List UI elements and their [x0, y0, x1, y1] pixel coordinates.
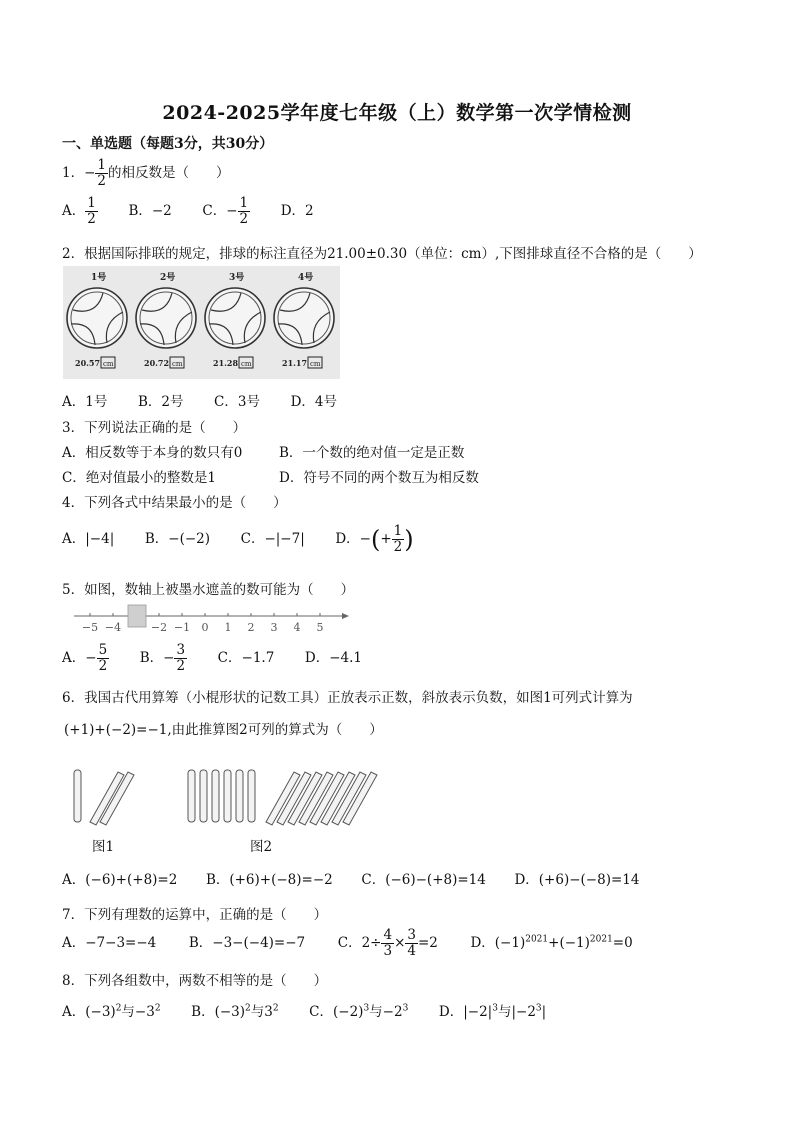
number-line-label: 1	[224, 621, 232, 634]
q8-b-e2: 2	[272, 1003, 279, 1014]
q5-b-num: 3	[176, 642, 186, 658]
question-1	[62, 158, 230, 189]
q2-option-a: A．1号	[62, 394, 108, 410]
number-line-label: 3	[270, 621, 278, 634]
page-title: 2024-2025学年度七年级（上）数学第一次学情检测	[162, 102, 632, 124]
volleyball-size: 21.28	[213, 358, 239, 368]
volleyball-size: 20.57	[75, 358, 101, 368]
q1-stem: 的相反数是（ ）	[108, 164, 230, 181]
question-6: 6．我国古代用算筹（小棍形状的记数工具）正放表示正数，斜放表示负数，如图1可列式计算为	[62, 690, 633, 706]
q8-option-b: B．(−3)	[191, 1004, 246, 1020]
q5-b-den: 2	[176, 657, 186, 674]
q7-c-d1: 3	[383, 942, 393, 959]
q1-num: 1	[97, 157, 106, 173]
volleyball-size: 21.17	[282, 358, 308, 368]
volleyball-number: 1号	[91, 273, 107, 283]
q1-option-d: D．2	[280, 202, 314, 219]
figure-2-caption: 图2	[250, 839, 273, 855]
q8-c-e2: 3	[402, 1003, 409, 1014]
q7-option-c: C．2÷	[337, 934, 382, 951]
q1-minus: −	[84, 164, 96, 181]
ink-blot	[128, 605, 146, 627]
q8-c-p2: 与−2	[369, 1004, 403, 1020]
q7-d-exp2: 2021	[589, 934, 613, 945]
q7-d-mid: +(−1)	[548, 934, 590, 951]
q7-d-exp1: 2021	[525, 934, 549, 945]
q3-option-a: A．相反数等于本身的数只有0	[62, 445, 243, 461]
q7-option-d: D．(−1)	[470, 934, 526, 951]
q4-option-b: B．−(−2)	[144, 530, 211, 547]
q7-c-n1: 4	[383, 927, 393, 943]
q5-a-num: 5	[98, 642, 108, 658]
q7-option-b: B．−3−(−4)=−7	[188, 934, 306, 951]
q7-options	[62, 928, 633, 959]
q8-options	[62, 1000, 546, 1020]
q8-d-p2: 与|−2	[497, 1004, 536, 1020]
upright-rod	[74, 770, 81, 822]
q8-d-p3: |	[541, 1004, 547, 1020]
q1-a-den: 2	[87, 210, 96, 227]
q4-d-den: 2	[393, 538, 403, 555]
q4-options	[62, 524, 414, 555]
volleyball-unit: cm	[310, 360, 321, 368]
volleyball-unit: cm	[241, 360, 252, 368]
q5-a-den: 2	[98, 657, 108, 674]
q4-d-fraction	[392, 524, 405, 555]
volleyball-1	[67, 271, 127, 368]
number-line-label: 5	[316, 621, 324, 634]
q4-plus: +	[380, 530, 392, 547]
upright-rod	[248, 770, 255, 822]
question-3: 3．下列说法正确的是（ ）	[62, 420, 247, 436]
q5-option-b: B．−	[139, 649, 175, 666]
number-line-label: −4	[104, 621, 122, 634]
q2-option-d: D．4号	[290, 394, 337, 410]
q7-c-fraction-1	[381, 928, 394, 959]
q8-a-e1: 2	[115, 1003, 122, 1014]
q1-c-den: 2	[239, 210, 249, 227]
q8-option-c: C．(−2)	[309, 1004, 364, 1020]
q1-fraction	[95, 158, 108, 189]
volleyball-figure	[63, 266, 340, 379]
q3-option-d: D．符号不同的两个数互为相反数	[279, 470, 479, 486]
q1-a-fraction	[85, 196, 98, 227]
volleyball-number: 4号	[298, 273, 314, 283]
q1-den: 2	[97, 172, 106, 189]
number-line-label: 0	[201, 621, 209, 634]
q7-c-times: ×	[394, 934, 406, 951]
q6-option-b: B．(+6)+(−8)=−2	[205, 872, 333, 888]
upright-rod	[200, 770, 207, 822]
q7-d-end: =0	[612, 934, 633, 951]
q7-c-end: =2	[417, 934, 438, 951]
figure-1-caption: 图1	[92, 839, 115, 855]
q8-d-e1: 3	[492, 1003, 498, 1014]
q2-options	[62, 390, 337, 410]
q2-option-b: B．2号	[137, 394, 184, 410]
q8-a-e2: 2	[154, 1003, 161, 1014]
number-line-label: −1	[173, 621, 191, 634]
q6-options	[62, 868, 639, 888]
section-heading: 一、单选题（每题3分，共30分）	[62, 136, 274, 152]
upright-rod	[212, 770, 219, 822]
number-line-label: −5	[81, 621, 99, 634]
question-4: 4．下列各式中结果最小的是（ ）	[62, 495, 287, 511]
q4-d-num: 1	[393, 523, 403, 539]
question-7: 7．下列有理数的运算中，正确的是（ ）	[62, 907, 328, 923]
q5-option-a: A．−	[62, 649, 97, 666]
q8-b-e1: 2	[245, 1003, 251, 1014]
q8-d-e2: 3	[535, 1003, 542, 1014]
q1-option-a: A．	[62, 202, 86, 219]
q1-a-num: 1	[87, 195, 96, 211]
q7-option-a: A．−7−3=−4	[62, 934, 157, 951]
q7-c-n2: 3	[407, 927, 416, 943]
q3-option-b: B．一个数的绝对值一定是正数	[279, 445, 465, 461]
question-5: 5．如图，数轴上被墨水遮盖的数可能为（ ）	[62, 582, 355, 598]
q4-right-paren: )	[404, 525, 414, 554]
question-2: 2．根据国际排联的规定，排球的标注直径为21.00±0.30（单位：cm）,下图排球直径不合格的是（ ）	[62, 246, 702, 262]
q6-option-c: C．(−6)−(+8)=14	[361, 872, 486, 888]
number-line-figure	[70, 603, 350, 635]
q4-left-paren: (	[370, 525, 381, 554]
q8-b-p2: 与3	[250, 1004, 273, 1020]
volleyball-2	[136, 271, 196, 368]
volleyball-4	[274, 271, 334, 368]
q4-option-a: A．|−4|	[62, 530, 115, 547]
q8-option-a: A．(−3)	[62, 1004, 116, 1020]
number-line-label: −2	[150, 621, 168, 634]
q6-option-a: A．(−6)+(+8)=2	[62, 872, 178, 888]
q1-c-fraction	[238, 196, 251, 227]
q5-option-d: D．−4.1	[304, 649, 362, 666]
q6-option-d: D．(+6)−(−8)=14	[514, 872, 640, 888]
volleyball-number: 2号	[160, 273, 176, 283]
volleyball-number: 3号	[229, 273, 245, 283]
q3-option-c: C．绝对值最小的整数是1	[62, 470, 216, 486]
q1-option-c: C．−	[202, 202, 238, 219]
upright-rod	[236, 770, 243, 822]
question-6-line2: (+1)+(−2)=−1,由此推算图2可列的算式为（ ）	[64, 722, 383, 738]
volleyball-size: 20.72	[144, 358, 170, 368]
q1-c-num: 1	[239, 195, 249, 211]
q8-option-d: D．|−2|	[438, 1004, 493, 1020]
volleyball-unit: cm	[172, 360, 183, 368]
question-8: 8．下列各组数中，两数不相等的是（ ）	[62, 973, 328, 989]
q4-option-d: D．−	[335, 530, 371, 547]
volleyball-unit: cm	[103, 360, 114, 368]
number-line-label: 4	[293, 621, 301, 634]
number-line-label: 2	[247, 621, 255, 634]
q2-option-c: C．3号	[214, 394, 260, 410]
q8-c-e1: 3	[363, 1003, 370, 1014]
q8-a-p2: 与−3	[121, 1004, 155, 1020]
q4-option-c: C．−|−7|	[240, 530, 305, 547]
q7-c-fraction-2	[405, 928, 418, 959]
q5-b-fraction	[174, 643, 187, 674]
q7-c-d2: 4	[407, 942, 416, 959]
q1-option-b: B．−2	[128, 202, 172, 219]
counting-rods-figure	[70, 766, 390, 830]
q5-option-c: C．−1.7	[217, 649, 275, 666]
q5-options	[62, 643, 362, 674]
volleyball-3	[205, 271, 265, 368]
upright-rod	[224, 770, 231, 822]
q1-number: 1．	[62, 164, 85, 181]
upright-rod	[188, 770, 195, 822]
q5-a-fraction	[97, 643, 110, 674]
q1-options	[62, 196, 314, 227]
